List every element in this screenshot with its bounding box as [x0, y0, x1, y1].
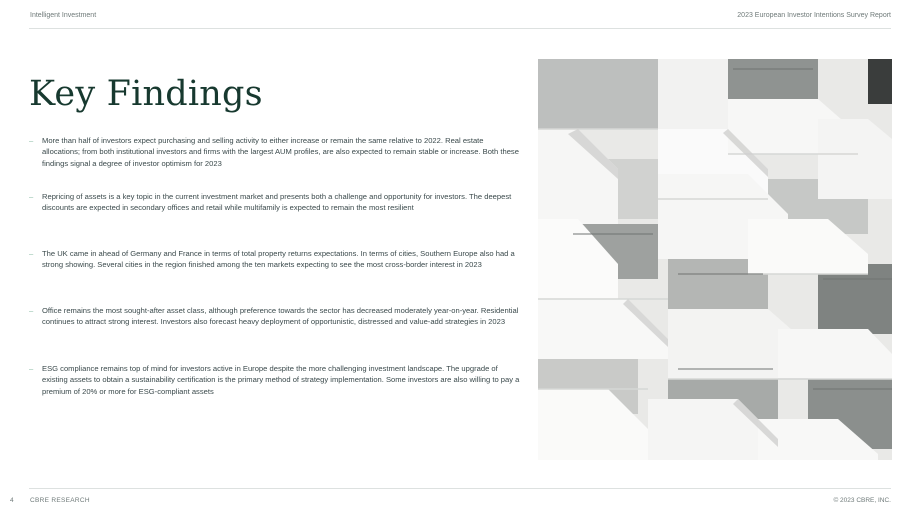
finding-item: [29, 248, 521, 271]
bullet-dash: –: [29, 306, 34, 315]
header-divider: [29, 28, 891, 29]
building-balconies-illustration: [538, 59, 892, 460]
header-section-label: Intelligent Investment: [30, 12, 97, 19]
finding-text: Repricing of assets is a key topic in the current investment market and presents both a challenge and opportunity for investors. The deepest discounts are expected in secondary offices and retail while multifamily is expected to remain the most resilient: [42, 192, 512, 213]
finding-item: [29, 305, 521, 328]
finding-item: [29, 135, 521, 169]
bullet-dash: –: [29, 364, 34, 373]
page-title: Key Findings: [29, 74, 263, 114]
finding-item: [29, 363, 521, 397]
header-report-title: 2023 European Investor Intentions Survey Report: [737, 12, 891, 19]
bullet-dash: –: [29, 192, 34, 201]
footer-brand: CBRE RESEARCH: [30, 497, 90, 504]
finding-text: ESG compliance remains top of mind for investors active in Europe despite the more challenging investment landscape. The upgrade of existing assets to obtain a sustainability certification is the primary method of strategy implementation. Some investors are also willing to pay a premium of 20% or more for ESG-compliant assets: [42, 364, 520, 396]
finding-text: The UK came in ahead of Germany and France in terms of total property returns expectations. In terms of cities, Southern Europe also had a strong showing. Several cities in the region finished among the ten markets expecting to see the most cross-border interest in 2023: [42, 249, 515, 270]
page-number: 4: [10, 497, 14, 504]
footer-divider: [29, 488, 891, 489]
finding-text: Office remains the most sought-after asset class, although preference towards the sector has decreased moderately year-on-year. Residential continues to attract strong interest. Investors also forecast heavy deployment of opportunistic, distressed and value-add strategies in 2023: [42, 306, 519, 327]
finding-text: More than half of investors expect purchasing and selling activity to either increase or remain the same relative to 2022. Real estate allocations; from both institutional investors and firms with the largest AUM profiles, are also expected to remain stable or increase. Both these findings signal a degree of investor optimism for 2023: [42, 136, 519, 168]
finding-item: [29, 191, 521, 214]
bullet-dash: –: [29, 136, 34, 145]
bullet-dash: –: [29, 249, 34, 258]
building-balconies-photo: [538, 59, 892, 460]
footer-copyright: © 2023 CBRE, INC.: [833, 497, 891, 504]
